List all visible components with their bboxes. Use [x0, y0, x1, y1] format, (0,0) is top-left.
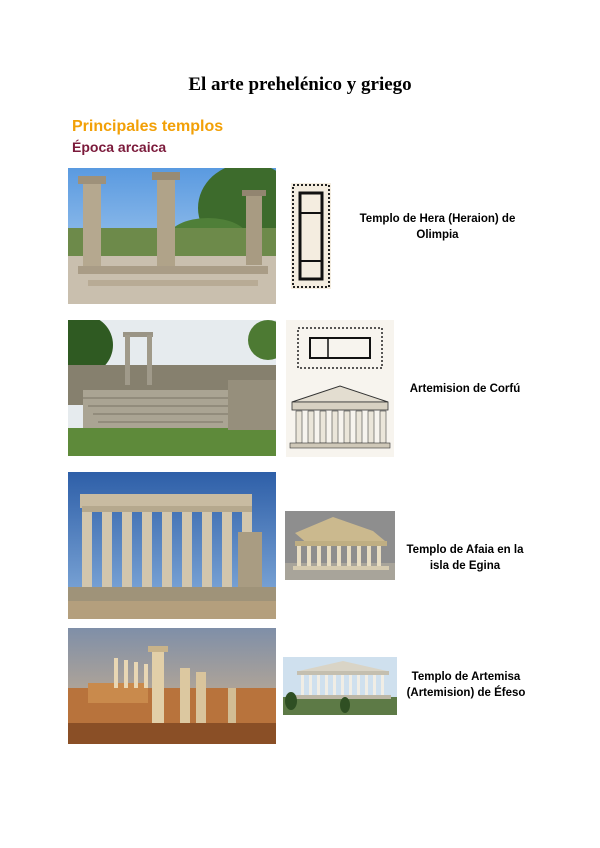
afaia-model-photo: [285, 511, 395, 580]
artemision-corfu-photo: [68, 320, 276, 456]
temple-caption: Artemision de Corfú: [409, 383, 521, 395]
subsection-heading: Época arcaica: [72, 139, 167, 155]
temple-caption: Templo de Afaia en la isla de Egina: [406, 544, 524, 572]
temple-caption: Templo de Hera (Heraion) de Olimpia: [359, 213, 516, 241]
heraion-olympia-photo: [68, 168, 276, 304]
artemisa-efeso-photo: [68, 628, 276, 744]
section-heading: Principales templos: [72, 118, 224, 135]
page-title: El arte prehelénico y griego: [188, 74, 412, 95]
heraion-floor-plan: [291, 183, 331, 289]
afaia-egina-photo: [68, 472, 276, 619]
artemisa-model-photo: [283, 657, 397, 715]
artemision-plan-elevation: [286, 320, 394, 457]
temple-caption: Templo de Artemisa (Artemision) de Éfeso: [406, 671, 526, 699]
